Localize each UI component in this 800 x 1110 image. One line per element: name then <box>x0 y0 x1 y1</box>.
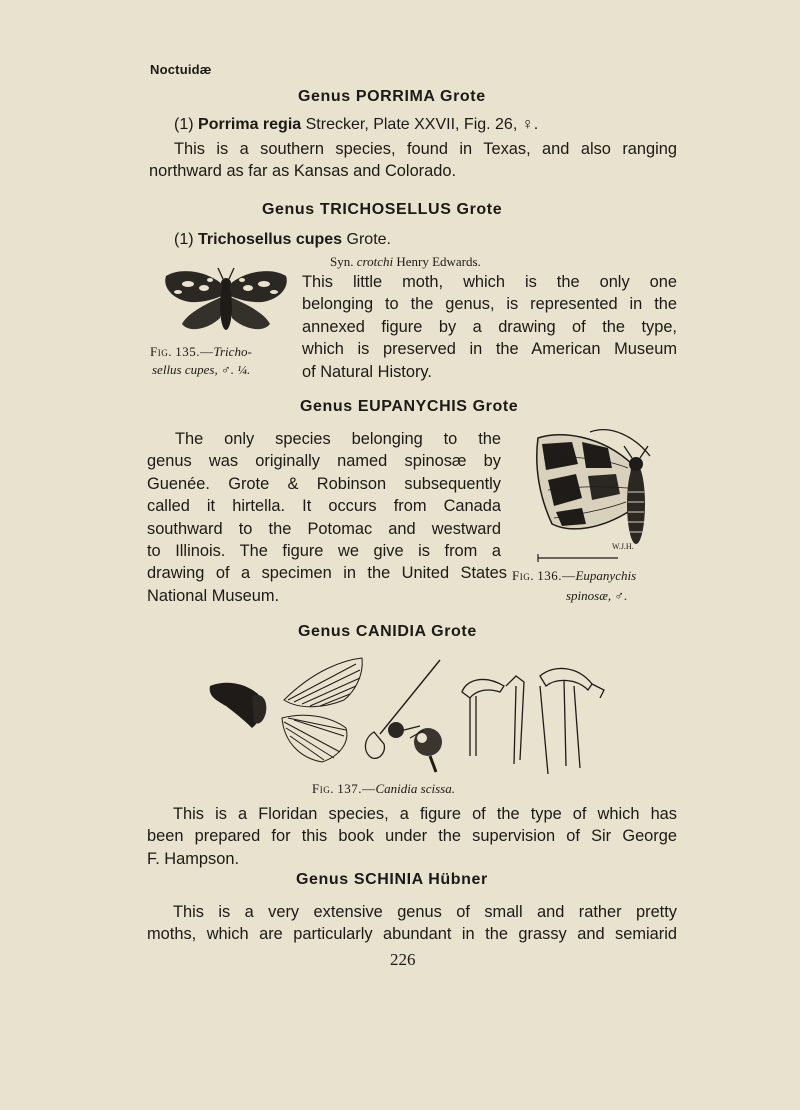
species-number: (1) <box>174 231 194 248</box>
fig-label: Fig. <box>312 781 334 796</box>
figure-caption-137 <box>312 781 455 797</box>
text-line: This little moth, which is the only one <box>302 273 677 291</box>
synonym-author: Henry Edwards. <box>396 254 481 269</box>
text-line: This is a Floridan species, a figure of the type of which has <box>173 805 677 823</box>
paragraph-trichosellus <box>302 271 677 383</box>
fig-label: Fig. <box>150 344 172 359</box>
text-line: This is a southern species, found in Texas, and also ranging <box>174 140 677 158</box>
text-line: The only species belonging to the <box>175 430 501 448</box>
fig-name: Canidia scissa. <box>375 781 455 796</box>
paragraph-porrima <box>149 138 677 183</box>
canidia-structural-figure <box>204 656 614 778</box>
text-line: This is a very extensive genus of small and rather pretty <box>173 903 677 921</box>
synonym-line <box>330 254 481 270</box>
genus-heading-schinia: Genus SCHINIA Hübner <box>296 871 488 888</box>
wing-venation-forewing <box>284 658 362 707</box>
figure-caption-135 <box>150 344 252 360</box>
synonym-prefix: Syn. <box>330 254 354 269</box>
moth-silhouette <box>210 683 267 728</box>
text-line: Guenée. Grote & Robinson subsequently <box>147 474 501 493</box>
paragraph-canidia <box>147 803 677 870</box>
figure-caption-136-line2: spinosæ, ♂. <box>566 588 628 603</box>
species-heading-porrima <box>174 116 538 134</box>
fig-number: 136.— <box>537 568 576 583</box>
artist-signature: W.J.H. <box>612 542 634 551</box>
running-head: Noctuidæ <box>150 62 212 77</box>
fig-number: 137.— <box>337 781 376 796</box>
text-line: F. Hampson. <box>147 849 240 868</box>
species-number: (1) <box>174 116 194 133</box>
text-line: of Natural History. <box>302 362 432 381</box>
moth-illustration-trichosellus <box>160 266 292 344</box>
page-number: 226 <box>390 950 416 969</box>
text-line: which is preserved in the American Museum <box>302 340 677 359</box>
species-name: Porrima regia <box>198 116 302 133</box>
text-line: moths, which are particularly abundant in the grassy and semiarid <box>147 925 677 944</box>
paragraph-schinia <box>147 901 677 946</box>
wing-venation-hindwing <box>282 715 347 762</box>
text-line: northward as far as Kansas and Colorado. <box>149 162 457 181</box>
text-line: belonging to the genus, is represented in the <box>302 295 677 314</box>
head-and-palpi-detail <box>365 660 442 772</box>
genus-heading-porrima: Genus PORRIMA Grote <box>298 88 486 105</box>
figure-caption-135-line2: sellus cupes, ♂. ¼. <box>152 362 251 377</box>
figure-caption-136 <box>512 568 636 584</box>
species-authority: Strecker, Plate XXVII, Fig. 26, ♀. <box>305 116 539 133</box>
text-line: genus was originally named spinosæ by <box>147 452 501 471</box>
fig-label: Fig. <box>512 568 534 583</box>
paragraph-eupanychis <box>147 428 507 607</box>
text-line: called it hirtella. It occurs from Canada <box>147 497 501 516</box>
species-heading-trichosellus <box>174 231 391 249</box>
fig-name: Eupanychis <box>575 568 637 583</box>
species-authority: Grote. <box>346 231 391 248</box>
text-line: drawing of a specimen in the United States <box>147 564 507 583</box>
genus-heading-eupanychis: Genus EUPANYCHIS Grote <box>300 398 519 415</box>
genus-heading-canidia: Genus CANIDIA Grote <box>298 623 477 640</box>
text-line: to Illinois. The figure we give is from a <box>147 542 501 561</box>
text-line: southward to the Potomac and westward <box>147 519 501 538</box>
fig-number: 135.— <box>175 344 214 359</box>
synonym-name: crotchi <box>356 254 394 269</box>
moth-illustration-eupanychis <box>532 428 662 568</box>
text-line: been prepared for this book under the supervision of Sir George <box>147 827 677 846</box>
text-line: annexed figure by a drawing of the type, <box>302 317 677 336</box>
text-line: National Museum. <box>147 586 280 605</box>
species-name: Trichosellus cupes <box>198 231 343 248</box>
fig-name: Tricho- <box>213 344 252 359</box>
leg-detail <box>462 668 604 774</box>
genus-heading-trichosellus: Genus TRICHOSELLUS Grote <box>262 201 503 218</box>
